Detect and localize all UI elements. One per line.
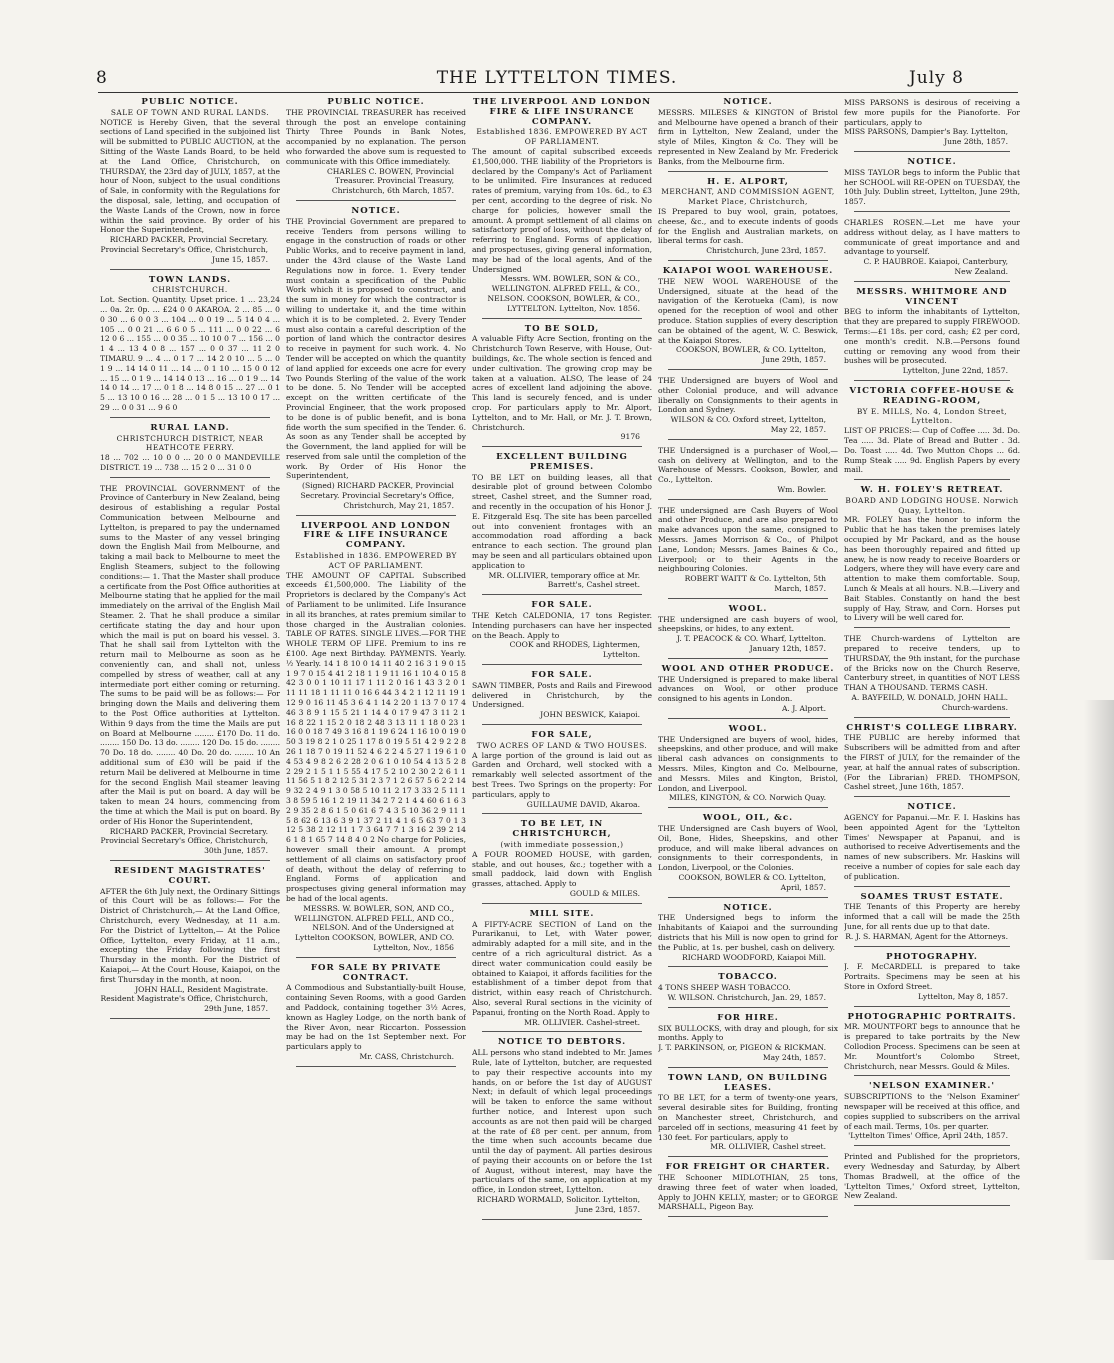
advertisement [472,325,652,448]
advertisement-heading: 'NELSON EXAMINER.' [869,1081,995,1092]
advertisement-body: MR. FOLEY has the honor to inform the Public that he has taken the premises lately occupied by Mr Packard, and as the house has been thoroughly repaired and fitted up anew, he is now ready to receive Boarders or Lodgers, where they will have every care and attention to make them comfortable. Soup, Lunch & Meals at all hours. N.B.—Livery and Bait Stables. Constantly on hand the best supply of Hay, Straw, and Corn. Horses put to Livery will be well cared for. [844,515,1020,623]
advertisement-subheading: Established in 1836. EMPOWERED BY ACT OF PARLIAMENT. [295,551,457,570]
advertisement-body: THE undersigned are Cash Buyers of Wool and other Produce, and are also prepared to make advances upon the same, consigned to Messrs. James Morrison & Co., of Philpot Lane, London; Messrs. James Baines & Co., Liverpool; or to their Agents in the neighbouring Colonies. [658,505,838,574]
advertisement [658,446,838,500]
masthead [0,0,1114,110]
advertisement [844,953,1020,1007]
advertisement-heading: W. H. FOLEY'S RETREAT. [860,485,1004,496]
advertisement-signature: RICHARD PACKER, Provincial Secretary. Provincial Secretary's Office, Christchurch, June 15, 1857. [100,235,268,264]
advertisement [472,820,652,903]
advertisement [472,453,652,595]
advertisement [844,158,1020,212]
section-rule [668,1156,828,1157]
advertisement-heading: THE LIVERPOOL AND LONDON FIRE & LIFE INSURANCE COMPANY. [472,98,652,127]
advertisement-signature: ROBERT WAITT & Co. Lyttelton, 5th March, 1857. [684,574,826,594]
advertisement-heading: KAIAPOI WOOL WAREHOUSE. [662,265,834,276]
section-rule [668,1067,828,1068]
advertisement [658,376,838,440]
advertisement-heading: VICTORIA COFFEE-HOUSE & READING-ROOM, [849,385,1015,406]
advertisement [472,1038,652,1219]
advertisement-signature: MR. OLLIVIER. Cashel-street. [524,1017,640,1027]
section-rule [854,151,1010,152]
section-rule [854,1145,1010,1146]
advertisement-signature: Christchurch, June 23rd, 1857. [706,246,826,256]
advertisement-signature: COOKSON, BOWLER & CO. Lyttelton, April, 1857. [678,872,826,892]
section-rule [668,171,828,172]
section-rule [296,957,456,958]
advertisement-signature: Lyttelton, May 8, 1857. [918,991,1008,1001]
advertisement-body: THE AMOUNT OF CAPITAL Subscribed exceeds £1,500,000. The Liability of the Proprietors is declared by the Company's Act of Parliament to be unlimited. Life Insurance in all its branches, at rates premium similar to those charged in the Australian colonies. TABLE OF RATES. SINGLE LIVES.—FOR THE WHOLE TERM OF LIFE. Premium to ins re £100. Age next Birthday. PAYMENTS. Yearly. ½ Yearly. 14 1 8 10 0 14 11 40 2 16 3 1 9 0 15 1 9 7 0 15 4 41 2 18 1 1 9 11 16 1 10 4 0 15 8 42 3 0 0 1 10 11 17 1 11 2 0 16 1 43 3 2 0 1 11 11 18 1 11 11 0 16 6 44 3 4 2 1 12 11 19 1 12 9 0 16 11 45 3 6 4 1 14 2 20 1 13 7 0 17 4 46 3 8 9 1 15 5 21 1 14 4 0 17 9 47 3 11 2 1 16 8 22 1 15 2 0 18 2 48 3 13 11 1 18 0 23 1 16 0 0 18 7 49 3 16 8 1 19 6 24 1 16 10 0 19 0 50 3 19 8 2 1 0 25 1 17 8 0 19 5 51 4 2 9 2 2 8 26 1 18 7 0 19 11 52 4 6 2 2 4 5 27 1 19 6 1 0 4 53 4 9 8 2 6 2 28 2 0 6 1 0 10 54 4 13 5 2 8 2 29 2 1 5 1 1 5 55 4 17 5 2 10 2 30 2 2 6 1 1 11 56 5 1 8 2 12 5 31 2 3 7 1 2 6 57 5 6 2 2 14 9 32 2 4 9 1 3 0 58 5 10 11 2 17 3 33 2 5 11 1 3 8 59 5 16 1 2 19 11 34 2 7 2 1 4 4 60 6 1 6 3 2 9 35 2 8 6 1 5 0 61 6 7 4 3 5 10 36 2 9 11 1 5 8 62 6 13 6 3 9 1 37 2 11 4 1 6 5 63 7 0 1 3 12 5 38 2 12 11 1 7 3 64 7 7 1 3 16 2 39 2 14 6 1 8 1 65 7 14 8 4 0 2 No charge for Policies, however small their amount. A prompt settlement of all claims on satisfactory proof of death, without the delay of referring to England. Forms of application and prospectuses giving general information may be had of the local agents. [286,570,466,903]
advertisement [658,1074,838,1157]
advertisement-signature: COOKSON, BOWLER, & CO. Lyttelton, June 29th, 1857. [676,345,826,365]
advertisement [844,634,1020,717]
advertisement-subheading: TWO ACRES OF LAND & TWO HOUSES. [476,740,648,750]
advertisement-signature: RICHARD WOODFORD, Kaiapoi Mill. [682,952,826,962]
advertisement-signature: J. T. PARKINSON, or, PIGEON & RICKMAN. May 24th, 1857. [658,1043,826,1062]
section-rule [854,627,1010,628]
advertisement-signature: Lyttelton, June 22nd, 1857. [902,366,1008,376]
section-rule [668,897,828,898]
advertisement-signature: GOULD & MILES. [569,888,640,898]
advertisement-body: AGENCY for Papanui.—Mr. F. I. Haskins has been appointed Agent for the 'Lyttelton Times' Newspaper at Papanui, and is authorised to receive Advertisements and the names of new subscribers. Mr. Haskins will receive a number of copies for sale each day of publication. [844,813,1020,881]
advertisement [658,725,838,808]
advertisement-body: THE Undersigned are buyers of Wool and other Colonial produce, and will advance liberally on Consignments to their agents in London and Sydney. [658,375,838,415]
advertisement [100,424,280,478]
advertisement-signature: 'Lyttelton Times' Office, April 24th, 1857. [848,1131,1008,1141]
advertisement-heading: CHRIST'S COLLEGE LIBRARY. [846,722,1018,733]
advertisement-body: NOTICE is Hereby Given, that the several sections of Land specified in the subjoined list will be submitted to PUBLIC AUCTION, at the Sitting of the Waste Lands Board, to be held at the Land Office, Christchurch, on THURSDAY, the 23rd day of JULY, 1857, at the hour of Noon, subject to the usual conditions of Sale, in conformity with the Regulations for the disposal, sale, letting, and occupation of the Waste Lands of the Crown, now in force within the said province. By order of his Honor the Superintendent, [100,117,280,235]
section-rule [482,446,642,447]
advertisement [472,731,652,814]
advertisement-body: MESSRS. MILESES & KINGTON of Bristol and Melbourne have opened a branch of their firm in Lyttelton, New Zealand, under the style of Miles, Kington & Co. They will be represented in New Zealand by Mr. Frederick Banks, from the Melbourne firm. [658,107,838,166]
advertisement-body: A Commodious and Substantially-built House, containing Seven Rooms, with a good Garden and Paddock, containing together 3½ Acres, known as Hagley Lodge, on the north bank of the River Avon, near Riccarton. Possession may be had on the 1st September next. For particulars apply to [286,983,466,1052]
section-rule [668,260,828,261]
advertisement-signature: RICHARD PACKER, Provincial Secretary. Provincial Secretary's Office, Christchurch, 30th June, 1857. [100,826,268,856]
advertisement-body: THE Ketch CALEDONIA, 17 tons Register. Intending purchasers can have her inspected on the Beach. Apply to [472,611,652,640]
section-rule [110,417,270,418]
advertisement-heading: TO BE LET, IN CHRISTCHURCH, [512,819,612,840]
advertisement-subheading: CHRISTCHURCH DISTRICT, NEAR HEATHCOTE FERRY. [116,433,264,453]
advertisement-body: J. F. McCARDELL is prepared to take Portraits. Specimens may be seen at his Store in Oxford Street. [844,962,1020,991]
section-rule [854,1075,1010,1076]
advertisement [472,910,652,1033]
newspaper-columns [100,98,1020,1358]
advertisement-body: CHARLES ROSEN.—Let me have your address without delay, as I have matters to communicate of great importance and and advantage to yourself. [844,217,1020,257]
section-rule [482,1219,642,1220]
column-3 [472,98,652,1358]
advertisement [844,486,1020,628]
advertisement-heading: NOTICE. [723,98,773,107]
section-rule [854,717,1010,718]
advertisement-signature: Wm. Bowler. [777,484,826,494]
advertisement-signature: C. P. HAUBROE. Kaiapoi, Canterbury, New Zealand. [863,257,1008,276]
section-rule [854,946,1010,947]
advertisement-body: THE Undersigned are Cash buyers of Wool, Oil, Bone, Hides, Sheepskins, and other produce, and will make liberal advances on consignments to their correspondents, in London, Liverpool, or the Colonies. [658,824,838,873]
advertisement-heading: TOBACCO. [718,972,778,983]
section-rule [854,1205,1010,1206]
advertisement-body: THE Provincial Government are prepared to receive Tenders from persons willing to engage in the construction of roads or other Public Works, and to receive payment in land, under the 43rd clause of the Waste Land Regulations now in force. 1. Every tender must contain a specification of the Public Work which it is proposed to construct, and the sum in money for which the contractor is willing to undertake it, and the time within which it is to be completed. 2. Every Tender must also contain a careful description of the portion of land which the contractor desires to receive in payment for such work. 4. No Tender will be accepted on which the quantity of land applied for exceeds one acre for every Two Pounds Sterling of the value of the work to be done. 5. No Tender will be accepted except on the written certificate of the Provincial Engineer, that the work proposed to be done is of public benefit, and is bona fide worth the sum specified in the Tender. 6. As soon as any Tender shall be accepted by the Government, the land applied for will be reserved from sale until the completion of the work. By Order of His Honor the Superintendent, [286,216,466,481]
advertisement [844,1082,1020,1146]
section-rule [854,281,1010,282]
section-rule [668,369,828,370]
advertisement-heading: WOOL. [728,723,768,734]
column-1 [100,98,280,1358]
advertisement-signature: MR. OLLIVIER, temporary office at Mr. Barrett's, Cashel street. [488,570,640,590]
advertisement [286,522,466,958]
advertisement-signature: MESSRS. W. BOWLER, SON, AND CO., WELLINGTON. ALFRED FELL, AND CO., NELSON. And of the Undersigned at Lyttelton COOKSON, BOWLER, AND CO. Lyttelton, Nov., 1856 [294,903,454,952]
newspaper-title: THE LYTTELTON TIMES. [436,68,678,88]
advertisement-body: TO BE LET, for a term of twenty-one years, several desirable sites for Building, fronting on Manchester street, Christchurch, and parceled off in sections, measuring 41 feet by 130 feet. For particulars, apply to [658,1093,838,1142]
section-rule [482,318,642,319]
advertisement-heading: NOTICE. [907,156,957,167]
advertisement-body: THE PROVINCIAL TREASURER has received through the post an envelope containing Thirty Three Pounds in Bank Notes, accompanied by no explanation. The person who forwarded the above sum is requested to communicate with this Office immediately. [286,107,466,166]
advertisement-signature: COOK and RHODES, Lightermen, Lyttelton. [509,640,640,660]
advertisement [844,724,1020,798]
advertisement [658,178,838,261]
advertisement-heading: WOOL, OIL, &c. [702,813,794,824]
advertisement-heading: FOR SALE BY PRIVATE CONTRACT. [310,962,442,983]
advertisement-body: ALL persons who stand indebted to Mr. James Rule, late of Lyttelton, butcher, are requested to pay their respective accounts into my hands, on or before the 1st day of AUGUST Next; in default of which legal proceedings will be taken to enforce the same without further notice, and Interest upon such accounts as are not then paid will be charged at the rate of £8 per cent. per annum, from the time when such accounts became due until the day of payment. All parties desirous of paying their accounts on or before the 1st of August, without interest, may have the particulars of the same, on application at my office, in London street, Lyttelton. [472,1048,652,1195]
section-rule [854,380,1010,381]
advertisement [658,814,838,897]
advertisement [844,1152,1020,1206]
section-rule [296,1066,456,1067]
column-2 [286,98,466,1358]
issue-date: July 8 [908,68,964,88]
advertisement-heading: NOTICE. [723,902,773,913]
advertisement-heading: TO BE SOLD, [524,323,600,334]
advertisement [286,98,466,201]
section-rule [668,439,828,440]
advertisement [286,964,466,1067]
advertisement [658,605,838,659]
section-rule [668,598,828,599]
section-rule [110,477,270,478]
section-rule [668,499,828,500]
advertisement-signature: RICHARD WORMALD, Solicitor. Lyttelton, June 23rd, 1857. [476,1195,640,1214]
advertisement-heading: NOTICE. [907,802,957,813]
advertisement-subheading: BY E. MILLS, No. 4, London Street, Lyttelton. [856,406,1008,426]
section-rule [296,200,456,201]
advertisement-body: MISS PARSONS is desirous of receiving a few more pupils for the Pianoforte. For particulars, apply to [844,98,1020,127]
advertisement-body: A FIFTY-ACRE SECTION of Land on the Purarikanui, to Let, with Water power, admirably adapted for a mill site, and in the centre of a rich agricultural district. As a direct water communication could easily be obtained to Kaiapoi, it affords facilities for the establishment of a timber depot from that district, within easy reach of Christchurch. Also, several Rural sections in the vicinity of Papanui, fronting on the North Road. Apply to [472,919,652,1017]
advertisement-body: 4 TONS SHEEP WASH TOBACCO. [658,983,791,993]
advertisement-heading: RESIDENT MAGISTRATES' COURT. [114,865,266,886]
advertisement-signature: JOHN BESWICK, Kaiapoi. [540,710,640,720]
advertisement-heading: FOR FREIGHT OR CHARTER. [665,1162,831,1173]
advertisement-heading: NOTICE TO DEBTORS. [497,1037,627,1048]
advertisement-signature: MR. OLLIVIER, Cashel street. [710,1142,826,1152]
advertisement-body: Lot. Section. Quantity. Upset price. 1 ... 23,24 ... 0a. 2r. 0p. ... £24 0 0 AKAROA. 2 ... 85 ... 0 0 30 ... 6 0 0 3 ... 104 ... 0 0 19 ... 5 14 0 4 ... 105 ... 0 0 21 ... 6 6 0 5 ... 111 ... 0 0 22 ... 6 12 0 6 ... 155 ... 0 0 35 ... 10 10 0 7 ... 156 ... 0 1 4 ... 13 4 0 8 ... 157 ... 0 0 37 ... 11 2 0 TIMARU. 9 ... 4 ... 0 1 7 ... 14 2 0 10 ... 5 ... 0 1 9 ... 14 14 0 11 ... 14 ... 0 1 10 ... 15 0 0 12 ... 15 ... 0 1 9 ... 14 14 0 13 ... 16 ... 0 1 9 ... 14 14 0 14 ... 17 ... 0 1 8 ... 14 8 0 15 ... 27 ... 0 1 5 ... 13 10 0 16 ... 28 ... 0 1 5 ... 13 10 0 17 ... 29 ... 0 0 31 ... 9 6 0 [100,295,280,412]
advertisement-signature: JOHN HALL, Resident Magistrate. Resident Magistrate's Office, Christchurch, 29th June, 1857. [100,984,268,1014]
advertisement [844,288,1020,381]
advertisement-heading: EXCELLENT BUILDING PREMISES. [496,452,628,472]
advertisement-heading: PUBLIC NOTICE. [141,98,239,107]
advertisement-body: THE Undersigned is prepared to make liberal advances on Wool, or other produce consigned to his agents in London. [658,674,838,704]
advertisement [844,803,1020,886]
section-rule [854,796,1010,797]
advertisement-signature: A. BAYFEILD, W. DONALD, JOHN HALL. Church-wardens. [851,693,1008,712]
advertisement [100,276,280,418]
section-rule [668,718,828,719]
advertisement-signature: CHARLES C. BOWEN, Provincial Treasurer. Provincial Treasury, Christchurch, 6th March, 1857. [326,166,454,196]
advertisement [658,665,838,719]
advertisement-subheading: BOARD AND LODGING HOUSE. Norwich Quay, Lyttelton. [845,495,1019,515]
section-rule [110,860,270,861]
advertisement-signature: R. J. S. HARMAN, Agent for the Attorneys. [845,931,1008,941]
section-rule [482,594,642,595]
advertisement-heading: NOTICE. [351,205,401,216]
section-rule [482,813,642,814]
advertisement-heading: FOR SALE. [531,600,593,611]
advertisement [658,904,838,968]
section-rule [668,807,828,808]
advertisement-heading: FOR SALE. [531,670,593,681]
advertisement [844,1013,1020,1077]
advertisement-signature: Messrs. WM. BOWLER, SON & CO., WELLINGTON. ALFRED FELL, & CO., NELSON. COOKSON, BOWLER, & CO., LYTTELTON. Lyttelton, Nov. 1856. [487,274,640,313]
advertisement-signature: MISS PARSONS, Dampier's Bay. Lyttelton, June 28th, 1857. [844,127,1008,147]
advertisement-body: THE NEW WOOL WAREHOUSE of the Undersigned, situate at the head of the navigation of the Kerotueka (Cam), is now opened for the reception of wool and other produce. Station supplies of every description can be obtained of the agent, W. C. Beswick, at the Kaiapoi Stores. [658,276,838,345]
advertisement-body: SIX BULLOCKS, with dray and plough, for six months. Apply to [658,1023,838,1043]
advertisement-subheading: (with immediate possession,) [500,839,624,849]
advertisement-heading: WOOL. [728,603,768,614]
advertisement-body: THE undersigned are cash buyers of wool, sheepskins, or hides, to any extent. [658,614,838,634]
section-rule [110,269,270,270]
advertisement-body: MISS TAYLOR begs to inform the Public that her SCHOOL will RE-OPEN on TUESDAY, the 10th July. Dublin street, Lyttelton, June 29th, 1857. [844,167,1020,207]
section-rule [668,966,828,967]
advertisement [472,601,652,665]
advertisement-body: THE PUBLIC are hereby informed that Subscribers will be admitted from and after the FIRST of JULY, for the remainder of the year, at half the annual rates of subscription. (For the Librarian) FRED. THOMPSON, Cashel street, June 16th, 1857. [844,733,1020,792]
advertisement [844,387,1020,480]
advertisement-signature: W. WILSON. Christchurch, Jan. 29, 1857. [667,992,826,1002]
advertisement-heading: PHOTOGRAPHIC PORTRAITS. [847,1011,1017,1022]
section-rule [854,479,1010,480]
advertisement-body: BEG to inform the inhabitants of Lyttelton, that they are prepared to supply FIREWOOD. Terms:—£1 18s. per cord, cash; £2 per cord, one month's credit. N.B.—Persons found cutting or removing any wood from their bushes will be prosecuted. [844,307,1020,366]
advertisement-subheading: MERCHANT, AND COMMISSION AGENT, Market Place, Christchurch, [661,187,835,207]
advertisement-body: AFTER the 6th July next, the Ordinary Sittings of this Court will be as follows:— For the District of Christchurch,— At the Land Office, Christchurch, every Wednesday, at 11 a.m. For the District of Lyttelton,— At the Police Office, Lyttelton, every Friday, at 11 a.m., excepting the Friday following the first Thursday in the month. For the District of Kaiapoi,— At the Court House, Kaiapoi, on the first Thursday in the month, at noon. [100,886,280,984]
advertisement-body: IS Prepared to buy wool, grain, potatoes, cheese, &c., and to execute indents of goods for the English and Australian markets, on liberal terms for cash. [658,206,838,246]
advertisement-body: THE Tenants of this Property are hereby informed that a call will be made the 25th June, for all rents due up to that date. [844,902,1020,931]
advertisement [100,98,280,270]
advertisement-body: SUBSCRIPTIONS to the 'Nelson Examiner' newspaper will be received at this office, and copies supplied to subscribers on the arrival of each mail. Terms, 10s. per quarter. [844,1092,1020,1131]
advertisement-heading: MILL SITE. [529,908,595,919]
section-rule [482,724,642,725]
section-rule [296,515,456,516]
advertisement-signature: Mr. CASS, Christchurch. [359,1051,454,1061]
advertisement-heading: TOWN LAND, ON BUILDING LEASES. [668,1072,828,1093]
section-rule [482,903,642,904]
advertisement [286,207,466,516]
advertisement-heading: SOAMES TRUST ESTATE. [860,891,1004,902]
advertisement-body: Printed and Published for the proprietors, every Wednesday and Saturday, by Albert Thomas Bradwell, at the office of the 'Lyttelton Times,' Oxford street, Lyttelton, New Zealand. [844,1152,1020,1201]
advertisement-body: The amount of capital subscribed exceeds £1,500,000. THE liability of the Proprietors is declared by the Company's Act of Parliament to be unlimited. Fire Insurances at reduced rates of premium, varying from 10s. 6d., to £3 per cent, according to the degree of risk. No charge for policies, however small the amount. A prompt settlement of all claims on satisfactory proof of loss, without the delay of referring to England. Forms of application, and prospectuses, giving general information, may be had of the local agents, And of the Undersigned [472,146,652,274]
advertisement-body: A FOUR ROOMED HOUSE, with garden, stable, and out houses, &c.; together with a small paddock, laid down with English grasses, attached. Apply to [472,849,652,889]
advertisement-body: THE Undersigned are buyers of wool, hides, sheepskins, and other produce, and will make liberal cash advances on consignments to Messrs. Miles, Kington and Co. Melbourne, and Messrs. Miles and Kington, Bristol, London, and Liverpool. [658,734,838,793]
advertisement [472,671,652,725]
advertisement-signature: GUILLAUME DAVID, Akaroa. [526,799,640,809]
section-rule [854,1006,1010,1007]
advertisement [658,1014,838,1068]
advertisement-heading: TOWN LANDS. [148,274,232,285]
advertisement [844,218,1020,282]
advertisement-heading: H. E. ALPORT, [707,176,789,187]
page-number: 8 [96,68,107,88]
advertisement [658,506,838,599]
advertisement [844,893,1020,947]
advertisement-body: THE Undersigned is a purchaser of Wool,—cash on delivery at Wellington, and to the Warehouse of Messrs. Cookson, Bowler, and Co., Lyttelton. [658,445,838,485]
advertisement-signature: J. T. PEACOCK & CO. Wharf, Lyttelton. January 12th, 1857. [676,634,826,654]
advertisement [658,1163,838,1217]
advertisement-heading: FOR SALE, [531,730,593,741]
section-rule [854,211,1010,212]
advertisement-body: A valuable Fifty Acre Section, fronting on the Christchurch Town Reserve, with House, Out-buildings, &c. The whole section is fenced and under cultivation. The growing crop may be taken at a valuation. ALSO, The lease of 24 acres of excellent land adjoining the above. This land is securely fenced, and is under crop. For particulars apply to Mr. Alport, Lyttelton, and to Mr. Hall, or Mr. J. T. Brown, Christchurch. [472,334,652,432]
advertisement [658,973,838,1007]
advertisement-body: MR. MOUNTFORT begs to announce that he is prepared to take portraits by the New Collodion Process. Specimens can be seen at Mr. Mountfort's Colombo Street, Christchurch, near Messrs. Gould & Miles. [844,1022,1020,1071]
advertisement-subheading: SALE OF TOWN AND RURAL LANDS. [110,107,270,117]
section-rule [854,886,1010,887]
advertisement [472,98,652,319]
advertisement-signature: 9176 [620,432,640,442]
advertisement-heading: WOOL AND OTHER PRODUCE. [661,663,835,674]
column-5 [844,98,1020,1358]
section-rule [668,658,828,659]
advertisement-body: A large portion of the ground is laid out as Garden and Orchard, well stocked with a remarkably well selected assortment of the best Trees. Two Springs on the property: For particulars, apply to [472,750,652,799]
section-rule [110,1018,270,1019]
advertisement-heading: RURAL LAND. [150,422,230,433]
advertisement-subheading: CHRISTCHURCH. [152,285,228,295]
advertisement [658,98,838,172]
masthead-rule [98,92,1018,93]
advertisement-subheading: Established 1836. EMPOWERED BY ACT OF PARLIAMENT. [476,127,648,147]
advertisement-heading: FOR HIRE. [717,1012,779,1023]
advertisement [100,484,280,861]
section-rule [482,1031,642,1032]
advertisement-heading: LIVERPOOL AND LONDON FIRE & LIFE INSURANCE COMPANY. [300,520,452,551]
advertisement-signature: (Signed) RICHARD PACKER, Provincial Secretary. Provincial Secretary's Office, Christchurch, May 21, 1857. [300,481,454,510]
advertisement-body: TO BE LET on building leases, all that desirable plot of ground between Colombo street, Cashel street, and the Sumner road, and recently in the occupation of his Honor J. E. Fitzgerald Esq. The site has been parcelled out into convenient frontages with an accommodation road affording a back entrance to each section. The ground plan may be seen and all particulars obtained upon application to [472,472,652,570]
page-edge-shadow [1084,700,1114,1260]
advertisement-heading: MESSRS. WHITMORE AND VINCENT [856,286,1008,307]
advertisement-body: 18 ... 702 ... 10 0 0 ... 20 0 0 MANDEVILLE DISTRICT. 19 ... 738 ... 15 2 0 ... 31 0 0 [100,453,280,472]
advertisement-heading: PHOTOGRAPHY. [886,951,978,962]
advertisement-body: THE Church-wardens of Lyttelton are prepared to receive tenders, up to THURSDAY, the 9th instant, for the purchase of the Bricks now on the Church Reserve, Canterbury street, in quantities of NOT LESS THAN A THOUSAND. TERMS CASH. [844,634,1020,693]
advertisement-body: THE Undersigned begs to inform the Inhabitants of Kaiapoi and the surrounding districts that his Mill is now open to grind for the Public, at 1s. per bushel, cash on delivery. [658,913,838,952]
advertisement-body: THE Schooner MIDLOTHIAN, 25 tons, drawing three feet of water when loaded, Apply to JOHN KELLY, master; or to GEORGE MARSHALL, Pigeon Bay. [658,1172,838,1212]
advertisement [844,98,1020,152]
column-4 [658,98,838,1358]
section-rule [668,1007,828,1008]
section-rule [668,1216,828,1217]
advertisement-heading: PUBLIC NOTICE. [327,98,425,107]
advertisement-body: LIST OF PRICES:— Cup of Coffee ..... 3d. Do. Tea ..... 3d. Plate of Bread and Butter . 3d. Do. Toast ..... 4d. Two Mutton Chops ... 6d. Rump Steak ..... 9d. English Papers by every mail. [844,426,1020,475]
advertisement-signature: A. J. Alport. [781,704,826,714]
advertisement-body: SAWN TIMBER, Posts and Rails and Firewood delivered in Christchurch, by the Undersigned. [472,680,652,710]
advertisement [658,267,838,370]
section-rule [482,664,642,665]
advertisement-body: THE PROVINCIAL GOVERNMENT of the Province of Canterbury in New Zealand, being desirous of establishing a regular Postal Communication between Melbourne and Lyttelton, is prepared to pay the undernamed sums to the Master of any vessel bringing down the English Mail from Melbourne, and taking a mail back to Melbourne to meet the English Steamers, subject to the following conditions:— 1. That the Master shall produce a certificate from the Post Office authorities at Melbourne stating that he applied for the mail immediately on the arrival of the English Mail Steamer. 2. That he shall produce a similar certificate stating the day and hour upon which the mail is put on board his vessel. 3. That he shall sail from Lyttelton with the return mail to Melbourne as soon as he conveniently can, and shall not, unless compelled by stress of weather, call at any intermediate port either coming or returning. The sums to be paid will be as follows:— For bringing down the Mails and delivering them to the Post Office authorities at Lyttelton. Within 9 days from the time the Mails are put on Board at Melbourne ........ £170 Do. 11 do. ........ 150 Do. 13 do. ........ 120 Do. 15 do. ........ 70 Do. 18 do. ........ 40 Do. 20 do. ........ 10 An additional sum of £30 will be paid if the return Mail be delivered at Melbourne in time for the second English Mail steamer leaving after the Mail is put on board. A day will be taken to mean 24 hours, commencing from the time at which the Mail is put on board. By order of His Honor the Superintendent, [100,483,280,826]
advertisement-signature: WILSON & CO. Oxford street, Lyttelton, May 22, 1857. [670,415,826,434]
advertisement [100,867,280,1019]
advertisement-signature: MILES, KINGTON, & CO. Norwich Quay. [668,793,826,803]
